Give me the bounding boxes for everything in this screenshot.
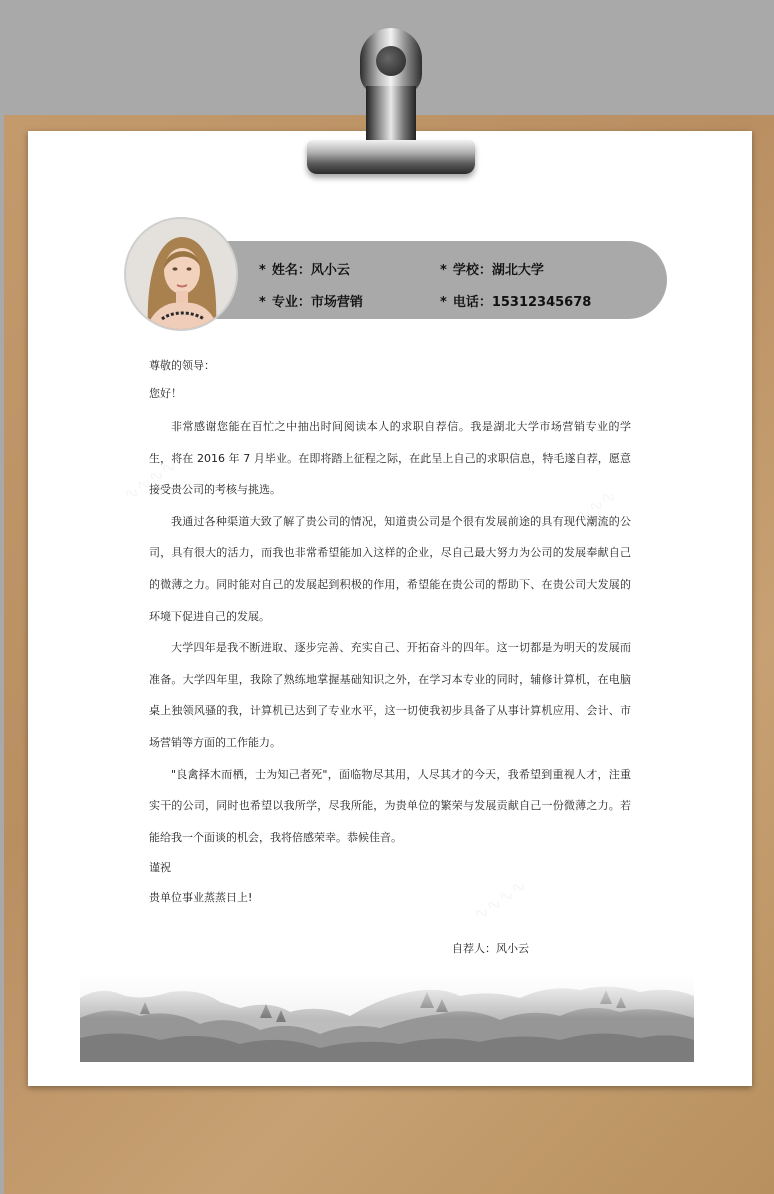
binder-clip-plate <box>307 140 475 174</box>
cover-letter-body <box>149 355 631 913</box>
letter-greeting: 您好！ <box>149 387 182 400</box>
letter-paragraph: 非常感谢您能在百忙之中抽出时间阅读本人的求职自荐信。我是湖北大学市场营销专业的学生，将在 2016 年 7 月毕业。在即将踏上征程之际，在此呈上自己的求职信息，特毛遂自荐，愿意接受贵公司的考核与挑选。 <box>149 420 631 497</box>
letter-paragraph: "良禽择木而栖，士为知己者死"，面临物尽其用，人尽其才的今天，我希望到重视人才，注重实干的公司，同时也希望以我所学，尽我所能，为贵单位的繁荣与发展贡献自己一份微薄之力。若能给我一个面谈的机会，我将倍感荣幸。恭候佳音。 <box>149 767 631 844</box>
letter-paragraph: 大学四年是我不断进取、逐步完善、充实自己、开拓奋斗的四年。这一切都是为明天的发展而准备。大学四年里，我除了熟练地掌握基础知识之外，在学习本专业的同时，辅修计算机，在电脑桌上独领风骚的我，计算机已达到了专业水平，这一切使我初步具备了从事计算机应用、会计、市场营销等方面的工作能力。 <box>149 641 631 749</box>
letter-signature: 自荐人：风小云 <box>452 942 529 955</box>
school-field: * 学校：湖北大学 <box>440 263 544 278</box>
letter-paragraph: 我通过各种渠道大致了解了贵公司的情况，知道贵公司是个很有发展前途的具有现代潮流的公司，具有很大的活力，而我也非常希望能加入这样的企业，尽自己最大努力为公司的发展奉献自己的微薄之力。同时能对自己的发展起到积极的作用，希望能在贵公司的帮助下、在贵公司大发展的环境下促进自己的发展。 <box>149 514 631 623</box>
letter-closing: 谨祝 <box>149 861 171 875</box>
avatar-photo <box>124 217 238 331</box>
name-field: * 姓名：风小云 <box>259 263 350 278</box>
ink-landscape-decoration <box>80 978 694 1062</box>
binder-clip-neck <box>366 86 416 146</box>
phone-field: * 电话：15312345678 <box>440 295 592 310</box>
major-field: * 专业：市场营销 <box>259 295 363 310</box>
letter-salutation: 尊敬的领导： <box>149 359 215 372</box>
letter-wish: 贵单位事业蒸蒸日上! <box>149 891 253 905</box>
